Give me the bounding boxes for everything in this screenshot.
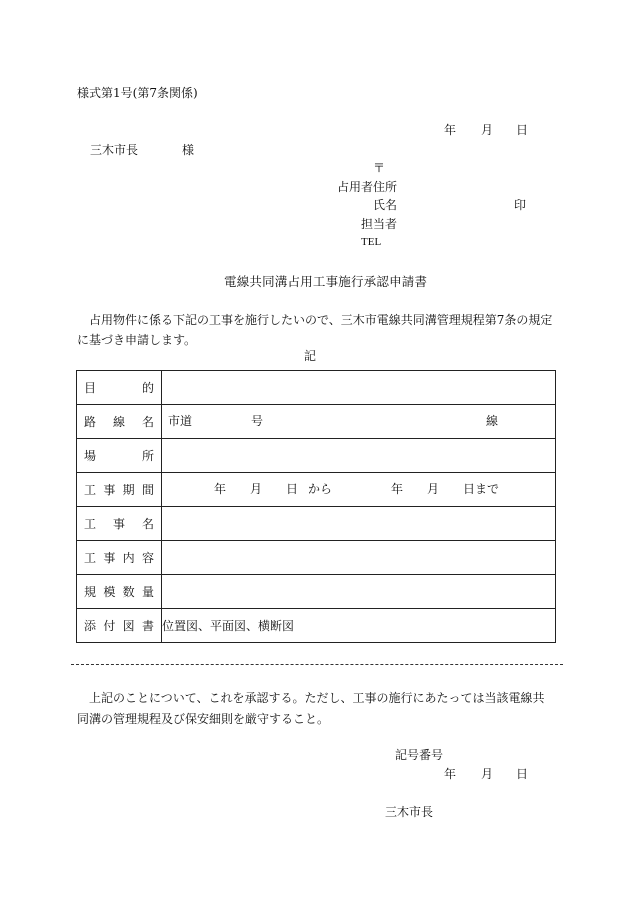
route-field[interactable] (162, 405, 556, 439)
period-until: 日まで (463, 482, 500, 496)
scale-field[interactable] (162, 575, 556, 609)
work-content-label: 工 事 内 容 (77, 541, 162, 575)
period-end-month: 月 (427, 482, 440, 496)
document-title: 電線共同溝占用工事施行承認申請書 (224, 274, 428, 289)
work-name-label: 工 事 名 (77, 507, 162, 541)
table-row-route (77, 405, 556, 439)
ki-heading: 記 (304, 349, 317, 363)
cut-line-divider (71, 664, 563, 665)
period-label: 工 事 期 間 (77, 473, 162, 507)
route-line-suffix: 線 (486, 414, 499, 428)
record-number-label: 記号番号 (395, 748, 444, 762)
approval-date-month: 月 (481, 767, 494, 781)
seal-mark: 印 (514, 198, 527, 212)
approving-mayor: 三木市長 (385, 805, 434, 819)
purpose-field[interactable] (162, 371, 556, 405)
contact-person-label: 担当者 (361, 217, 398, 231)
period-start-day: 日 (286, 482, 299, 496)
application-body-text: 占用物件に係る下記の工事を施行したいので、三木市電線共同溝管理規程第7条の規定に基づき申請します。 (77, 313, 553, 347)
location-label: 場 所 (77, 439, 162, 473)
period-from: から (308, 482, 333, 496)
applicant-name-label: 氏名 (373, 198, 398, 212)
date-month: 月 (481, 123, 494, 137)
tel-label: TEL (361, 236, 382, 248)
addressee-mayor: 三木市長 (90, 143, 139, 157)
table-row-work-content (77, 541, 556, 575)
route-road: 市道 (168, 414, 193, 428)
period-end-year: 年 (391, 482, 404, 496)
route-number-suffix: 号 (251, 414, 264, 428)
purpose-label: 目 的 (77, 371, 162, 405)
application-record-table (76, 370, 556, 643)
period-start-year: 年 (214, 482, 227, 496)
approval-text: 上記のことについて、これを承認する。ただし、工事の施行にあたっては当該電線共同溝の管理規程及び保安細則を厳守すること。 (77, 691, 545, 726)
location-field[interactable] (162, 439, 556, 473)
table-row-scale (77, 575, 556, 609)
period-start-month: 月 (250, 482, 263, 496)
approval-date-day: 日 (516, 767, 529, 781)
date-year: 年 (444, 123, 457, 137)
applicant-address-label: 占用者住所 (337, 180, 398, 194)
date-day: 日 (516, 123, 529, 137)
postal-mark: 〒 (373, 161, 386, 175)
form-id: 様式第1号(第7条関係) (77, 86, 198, 100)
attachments-label: 添 付 図 書 (77, 609, 162, 643)
addressee-honorific: 様 (182, 143, 195, 157)
table-row-location (77, 439, 556, 473)
table-row-purpose (77, 371, 556, 405)
attachments-field[interactable]: 位置図、平面図、横断図 (162, 609, 556, 643)
work-name-field[interactable] (162, 507, 556, 541)
scale-label: 規 模 数 量 (77, 575, 162, 609)
table-row-work-name (77, 507, 556, 541)
period-field[interactable] (162, 473, 556, 507)
approval-date-year: 年 (444, 767, 457, 781)
work-content-field[interactable] (162, 541, 556, 575)
table-row-attachments (77, 609, 556, 643)
route-label: 路 線 名 (77, 405, 162, 439)
table-row-period (77, 473, 556, 507)
